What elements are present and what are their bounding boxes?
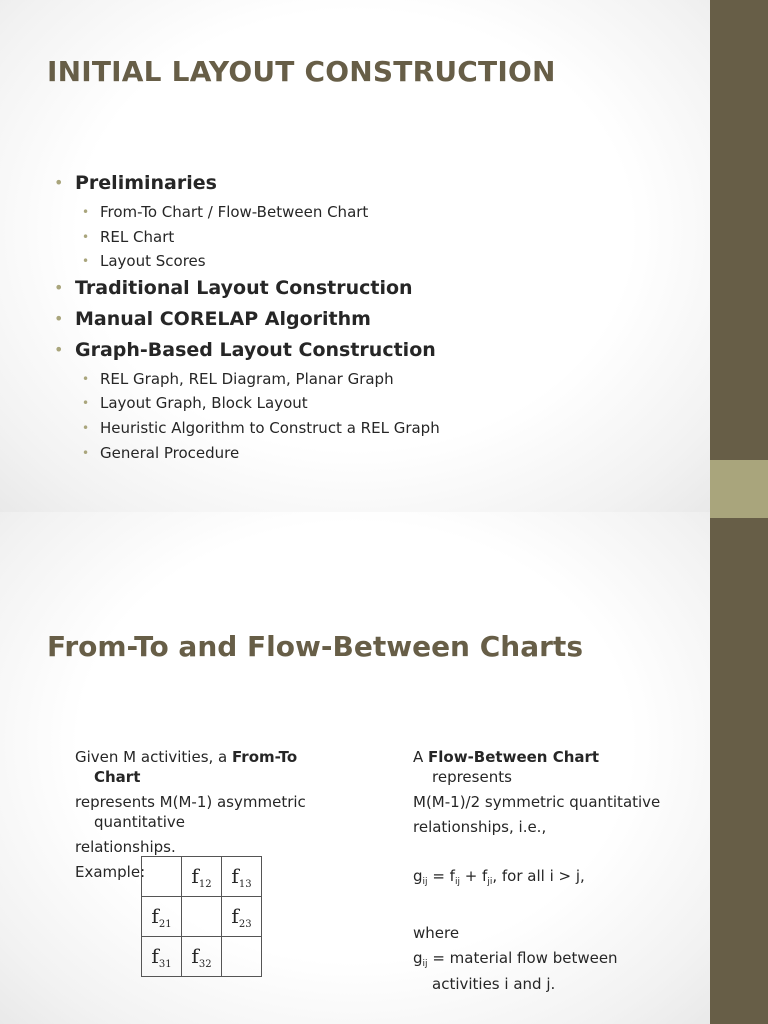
bullet-dot-icon: • [82, 254, 90, 269]
bullet-text: REL Chart [100, 227, 175, 246]
bullet-dot-icon: • [54, 308, 64, 328]
bullet-item [54, 170, 440, 201]
sub-bullet-item [54, 442, 440, 467]
flow-between-definition-2: activities i and j. [432, 975, 556, 993]
flow-between-description [413, 747, 703, 994]
matrix-cell: $f_{32}$ [182, 937, 222, 977]
bullet-text: Heuristic Algorithm to Construct a REL Graph [100, 418, 440, 437]
slide-1 [0, 0, 710, 512]
bullet-text: Manual CORELAP Algorithm [75, 307, 371, 330]
sub-bullet-item [54, 201, 440, 226]
from-to-line-3: relationships. [75, 838, 176, 856]
flow-between-line-2: M(M-1)/2 symmetric quantitative [413, 793, 661, 811]
flow-between-line-3: relationships, i.e., [413, 818, 547, 836]
flow-between-where: where [413, 924, 460, 942]
matrix-cell [182, 897, 222, 937]
matrix-row [142, 897, 262, 937]
matrix-row [142, 857, 262, 897]
matrix-cell: $f_{12}$ [182, 857, 222, 897]
bullet-text: Traditional Layout Construction [75, 276, 413, 299]
from-to-line-1b: Chart [94, 768, 141, 786]
from-to-line-2: represents M(M-1) asymmetric [75, 793, 306, 811]
sub-bullet-item [54, 226, 440, 251]
bullet-dot-icon: • [82, 420, 90, 435]
bullet-item [54, 275, 440, 306]
bullet-dot-icon: • [82, 445, 90, 460]
matrix-cell: $f_{13}$ [222, 857, 262, 897]
bullet-text: Layout Graph, Block Layout [100, 394, 308, 413]
bullet-dot-icon: • [82, 229, 90, 244]
bullet-text: Preliminaries [75, 172, 217, 194]
flow-between-line-1: A Flow-Between Chart [413, 748, 600, 766]
bullet-text: REL Graph, REL Diagram, Planar Graph [100, 369, 394, 388]
bullet-text: From-To Chart / Flow-Between Chart [100, 203, 369, 221]
matrix-cell: $f_{21}$ [142, 897, 182, 937]
sidebar-accent-block [710, 460, 768, 518]
matrix-cell: $f_{31}$ [142, 937, 182, 977]
bullet-item [54, 306, 440, 337]
matrix-cell: $f_{23}$ [222, 897, 262, 937]
slide-2 [0, 512, 710, 1024]
from-to-line-4: Example: [75, 863, 146, 881]
bullet-dot-icon: • [54, 339, 64, 359]
from-to-matrix [141, 856, 262, 977]
matrix-row [142, 937, 262, 977]
matrix-cell [142, 857, 182, 897]
bullet-item [54, 337, 440, 368]
flow-between-formula: $g_{ij} = f_{ij} + f_{ji}$, for all i > j, [413, 867, 585, 887]
bullet-dot-icon: • [54, 277, 64, 297]
sub-bullet-item [54, 250, 440, 275]
bullet-dot-icon: • [54, 173, 64, 192]
slide-2-title: From-To and Flow-Between Charts [47, 630, 583, 663]
sub-bullet-item [54, 392, 440, 417]
bullet-text: Layout Scores [100, 252, 206, 271]
bullet-text: General Procedure [100, 443, 240, 462]
sub-bullet-item [54, 368, 440, 393]
bullet-list [54, 170, 440, 466]
bullet-text: Graph-Based Layout Construction [75, 338, 436, 361]
flow-between-definition: $g_{ij}$ = material flow between [413, 949, 618, 969]
bullet-dot-icon: • [82, 371, 90, 386]
sub-bullet-item [54, 417, 440, 442]
from-to-line-1: Given M activities, a From-To [75, 748, 298, 766]
slide-1-title: INITIAL LAYOUT CONSTRUCTION [47, 55, 556, 88]
bullet-dot-icon: • [82, 396, 90, 411]
bullet-dot-icon: • [82, 205, 90, 219]
from-to-line-2b: quantitative [94, 813, 186, 831]
flow-between-line-1b: represents [432, 768, 512, 786]
matrix-cell [222, 937, 262, 977]
